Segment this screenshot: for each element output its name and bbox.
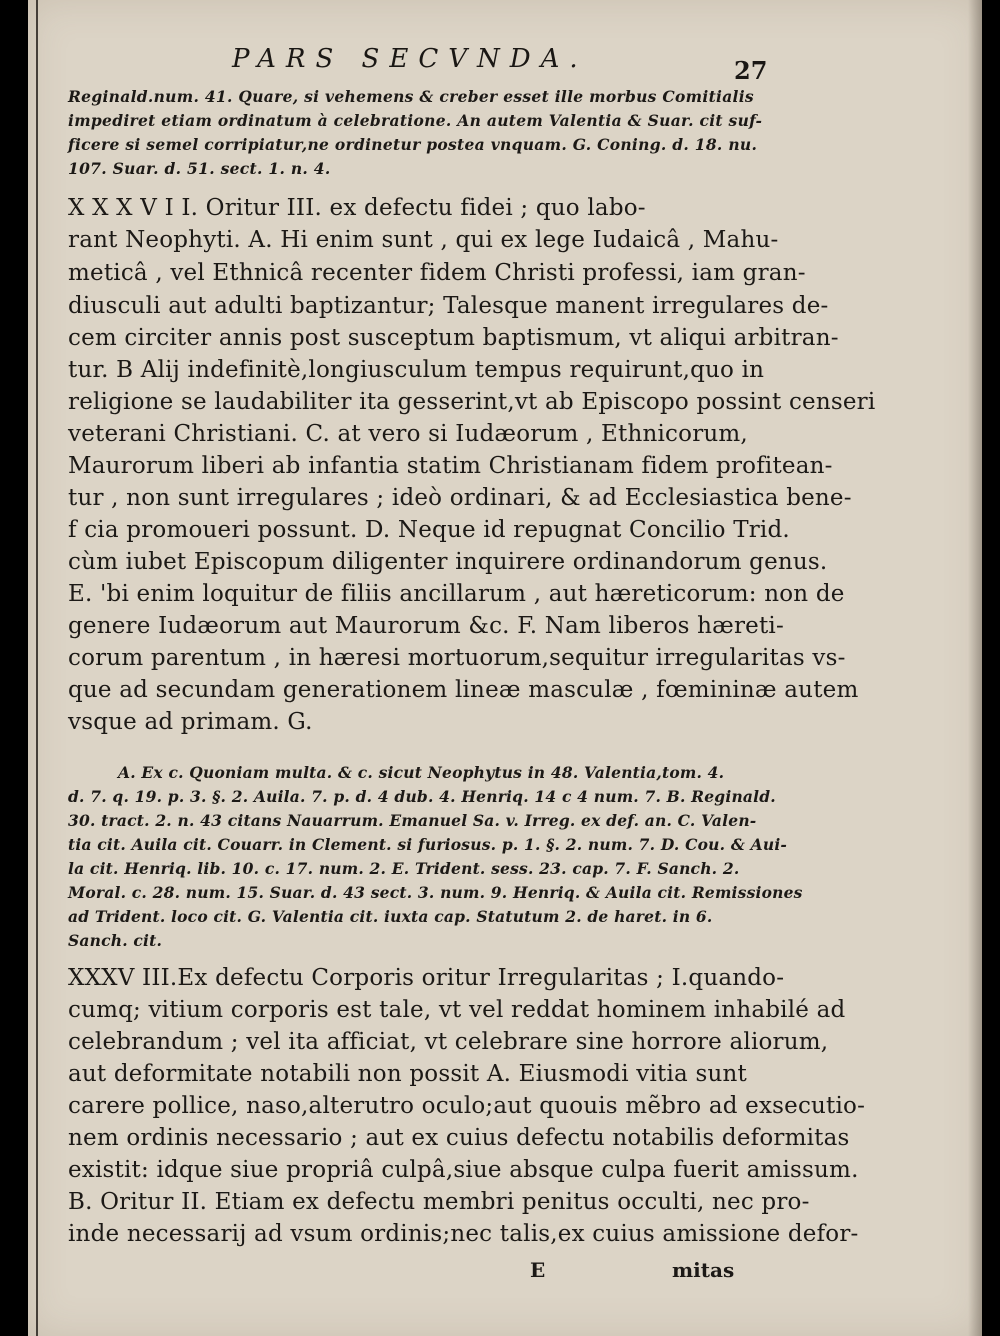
text-line: celebrandum ; vel ita afficiat, vt celebrare sine horrore aliorum,: [68, 1029, 829, 1055]
top-note-line: Reginald.num. 41. Quare, si vehemens & creber esset ille morbus Comitialis: [68, 87, 754, 106]
text-line: XXXV III.Ex defectu Corporis oritur Irregularitas ; I.quando-: [68, 965, 785, 991]
text-line: genere Iudæorum aut Maurorum &c. F. Nam liberos hæreti-: [68, 613, 784, 639]
gutter-edge: [36, 0, 38, 1336]
page-edge-shadow: [968, 0, 982, 1336]
text-line: cem circiter annis post susceptum baptismum, vt aliqui arbitran-: [68, 325, 839, 351]
footnote-line: tia cit. Auila cit. Couarr. in Clement. si furiosus. p. 1. §. 2. num. 7. D. Cou. & Aui-: [68, 835, 788, 854]
signature-mark: E: [530, 1258, 546, 1282]
footnote-line: A. Ex c. Quoniam multa. & c. sicut Neophytus in 48. Valentia,tom. 4.: [118, 763, 725, 782]
text-line: tur. B Alij indefinitè,longiusculum tempus requirunt,quo in: [68, 357, 765, 383]
text-line: vsque ad primam. G.: [68, 709, 313, 735]
text-line: aut deformitate notabili non possit A. Eiusmodi vitia sunt: [68, 1061, 747, 1087]
text-line: veterani Christiani. C. at vero si Iudæorum , Ethnicorum,: [68, 421, 748, 447]
text-line: rant Neophyti. A. Hi enim sunt , qui ex lege Iudaicâ , Mahu-: [68, 227, 779, 253]
text-line: cùm iubet Episcopum diligenter inquirere ordinandorum genus.: [68, 549, 828, 575]
text-line: X X X V I I. Oritur III. ex defectu fidei ; quo labo-: [68, 195, 646, 221]
text-line: E. 'bi enim loquitur de filiis ancillarum , aut hæreticorum: non de: [68, 581, 845, 607]
text-line: B. Oritur II. Etiam ex defectu membri penitus occulti, nec pro-: [68, 1189, 810, 1215]
text-line: cumq; vitium corporis est tale, vt vel reddat hominem inhabilé ad: [68, 997, 846, 1023]
text-line: nem ordinis necessario ; aut ex cuius defectu notabilis deformitas: [68, 1125, 850, 1151]
footnote-line: d. 7. q. 19. p. 3. §. 2. Auila. 7. p. d. 4 dub. 4. Henriq. 14 c 4 num. 7. B. Reginald.: [68, 787, 776, 806]
book-page: [28, 0, 982, 1336]
footnote-line: Sanch. cit.: [68, 931, 163, 950]
running-head: PARS SECVNDA.: [232, 44, 588, 74]
catchword: mitas: [672, 1258, 735, 1282]
text-line: f cia promoueri possunt. D. Neque id repugnat Concilio Trid.: [68, 517, 790, 543]
top-note-line: impediret etiam ordinatum à celebratione. An autem Valentia & Suar. cit suf-: [68, 111, 763, 130]
text-line: meticâ , vel Ethnicâ recenter fidem Christi professi, iam gran-: [68, 260, 806, 286]
text-line: carere pollice, naso,alterutro oculo;aut quouis mẽbro ad exsecutio-: [68, 1093, 866, 1119]
footnote-line: 30. tract. 2. n. 43 citans Nauarrum. Emanuel Sa. v. Irreg. ex def. an. C. Valen-: [68, 811, 757, 830]
footnote-line: Moral. c. 28. num. 15. Suar. d. 43 sect. 3. num. 9. Henriq. & Auila cit. Remissiones: [68, 883, 803, 902]
text-line: que ad secundam generationem lineæ masculæ , fœmininæ autem: [68, 677, 859, 703]
top-note-line: ficere si semel corripiatur,ne ordinetur postea vnquam. G. Coning. d. 18. nu.: [68, 135, 758, 154]
top-note-line: 107. Suar. d. 51. sect. 1. n. 4.: [68, 159, 331, 178]
text-line: Maurorum liberi ab infantia statim Christianam fidem profitean-: [68, 453, 833, 479]
text-line: diusculi aut adulti baptizantur; Talesque manent irregulares de-: [68, 293, 829, 319]
text-line: corum parentum , in hæresi mortuorum,sequitur irregularitas vs-: [68, 645, 846, 671]
footnote-line: la cit. Henriq. lib. 10. c. 17. num. 2. E. Trident. sess. 23. cap. 7. F. Sanch. 2.: [68, 859, 740, 878]
text-line: tur , non sunt irregulares ; ideò ordinari, & ad Ecclesiastica bene-: [68, 485, 852, 511]
page-number: 27: [734, 56, 768, 85]
text-line: religione se laudabiliter ita gesserint,vt ab Episcopo possint censeri: [68, 389, 876, 415]
footnote-line: ad Trident. loco cit. G. Valentia cit. iuxta cap. Statutum 2. de haret. in 6.: [68, 907, 713, 926]
text-line: inde necessarij ad vsum ordinis;nec talis,ex cuius amissione defor-: [68, 1221, 859, 1247]
text-line: existit: idque siue propriâ culpâ,siue absque culpa fuerit amissum.: [68, 1157, 859, 1183]
